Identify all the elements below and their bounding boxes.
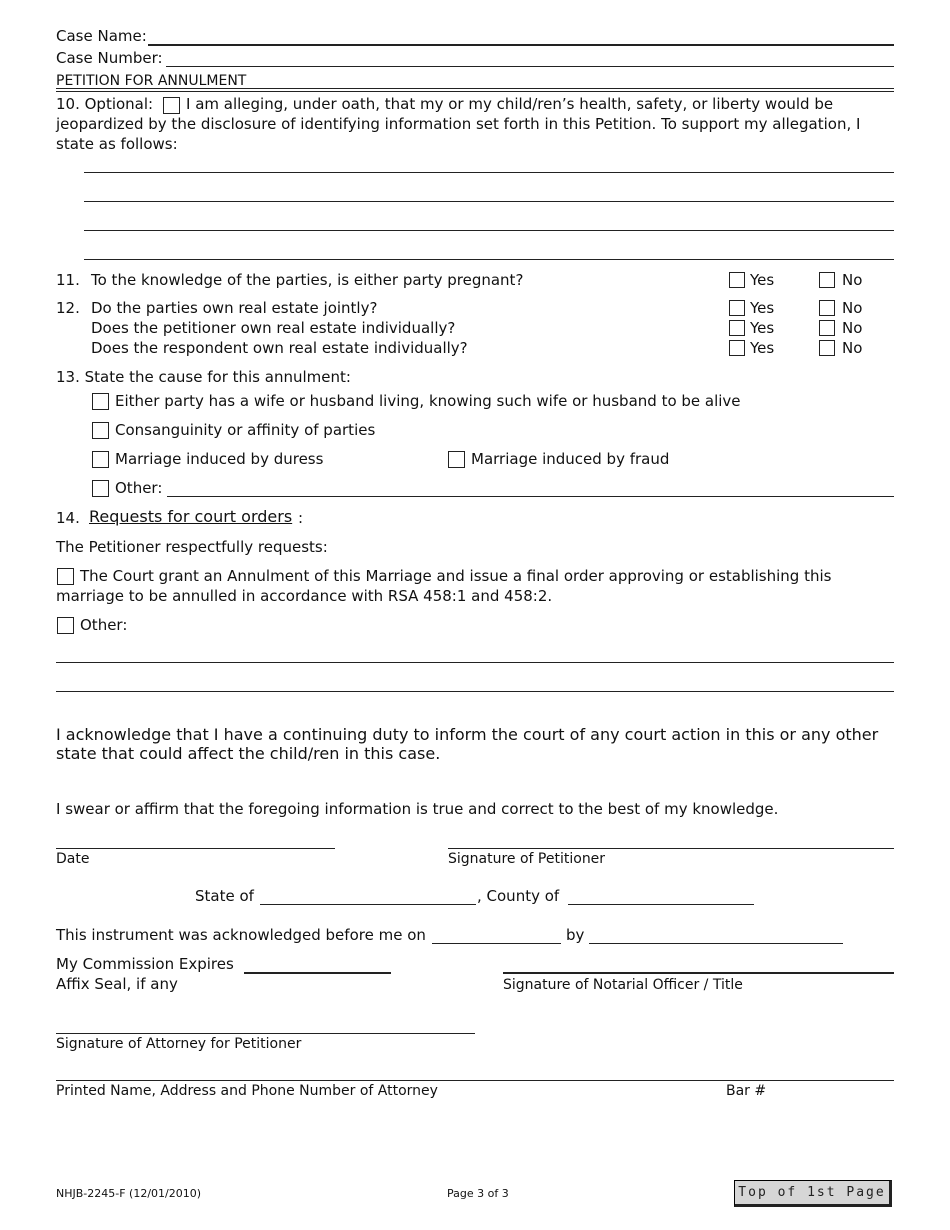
item14-other-line-2[interactable]	[56, 691, 894, 692]
item14-title: Requests for court orders	[89, 507, 293, 526]
item12-q3: Does the respondent own real estate individually?	[91, 339, 468, 357]
acknowledge-line1: I acknowledge that I have a continuing duty to inform the court of any court action in this or any other	[56, 725, 879, 744]
item14-other-label: Other:	[80, 616, 128, 634]
commission-field[interactable]	[244, 972, 391, 974]
attorney-info-label: Printed Name, Address and Phone Number of Attorney	[56, 1083, 438, 1099]
item14-other-line-1[interactable]	[56, 662, 894, 663]
bar-number-label: Bar #	[726, 1083, 767, 1099]
item12-q3-yes-checkbox[interactable]	[729, 340, 745, 356]
county-field[interactable]	[568, 904, 754, 905]
page-number: Page 3 of 3	[447, 1187, 509, 1200]
item13-title: 13. State the cause for this annulment:	[56, 368, 351, 386]
acknowledged-by-field[interactable]	[589, 943, 843, 944]
item13-other-label: Other:	[115, 479, 163, 497]
acknowledged-date-field[interactable]	[432, 943, 561, 944]
case-name-label: Case Name:	[56, 27, 147, 45]
attorney-info-field[interactable]	[56, 1080, 894, 1081]
item13-opt2-label: Consanguinity or affinity of parties	[115, 421, 376, 439]
item14-colon: :	[298, 509, 304, 527]
item11-no-label: No	[842, 271, 863, 289]
notary-signature-label: Signature of Notarial Officer / Title	[503, 977, 743, 993]
item13-opt1-checkbox[interactable]	[92, 393, 109, 410]
item10-answer-line-3[interactable]	[84, 230, 894, 231]
item11-no-checkbox[interactable]	[819, 272, 835, 288]
item12-q1-yes-label: Yes	[750, 299, 775, 317]
item14-other-checkbox[interactable]	[57, 617, 74, 634]
item10-line1: I am alleging, under oath, that my or my child/ren’s health, safety, or liberty would be	[186, 95, 834, 113]
item10-answer-line-2[interactable]	[84, 201, 894, 202]
form-title: PETITION FOR ANNULMENT	[56, 73, 247, 89]
title-underline-2	[56, 91, 894, 92]
item12-q2-yes-label: Yes	[750, 319, 775, 337]
item12-q2: Does the petitioner own real estate individually?	[91, 319, 456, 337]
item11-yes-checkbox[interactable]	[729, 272, 745, 288]
attorney-signature-label: Signature of Attorney for Petitioner	[56, 1036, 302, 1052]
item14-grant-line1: The Court grant an Annulment of this Marriage and issue a final order approving or establishing this	[80, 567, 832, 585]
acknowledge-line2: state that could affect the child/ren in this case.	[56, 744, 441, 763]
attorney-signature-field[interactable]	[56, 1033, 475, 1034]
item10-checkbox[interactable]	[163, 97, 180, 114]
item14-number: 14.	[56, 509, 80, 527]
item10-line2: jeopardized by the disclosure of identifying information set forth in this Petition. To support my allegation, I	[56, 115, 861, 133]
swear-statement: I swear or affirm that the foregoing information is true and correct to the best of my knowledge.	[56, 800, 779, 818]
item12-q2-yes-checkbox[interactable]	[729, 320, 745, 336]
county-label: , County of	[477, 887, 560, 905]
case-number-field[interactable]	[166, 66, 894, 67]
seal-label: Affix Seal, if any	[56, 975, 178, 993]
date-field[interactable]	[56, 848, 335, 849]
case-name-field[interactable]	[148, 44, 894, 46]
by-label: by	[566, 926, 585, 944]
item13-opt4-label: Marriage induced by fraud	[471, 450, 670, 468]
form-id: NHJB-2245-F (12/01/2010)	[56, 1187, 202, 1200]
item13-other-checkbox[interactable]	[92, 480, 109, 497]
item13-opt2-checkbox[interactable]	[92, 422, 109, 439]
item14-intro: The Petitioner respectfully requests:	[56, 538, 328, 556]
item10-line3: state as follows:	[56, 135, 178, 153]
petitioner-signature-field[interactable]	[448, 848, 894, 849]
item12-q2-no-checkbox[interactable]	[819, 320, 835, 336]
case-number-label: Case Number:	[56, 49, 163, 67]
notary-signature-field[interactable]	[503, 972, 894, 974]
title-underline	[56, 88, 894, 89]
date-label: Date	[56, 851, 90, 867]
commission-label: My Commission Expires	[56, 955, 234, 973]
item12-q1-yes-checkbox[interactable]	[729, 300, 745, 316]
item12-q1-no-checkbox[interactable]	[819, 300, 835, 316]
item11-question: To the knowledge of the parties, is either party pregnant?	[91, 271, 524, 289]
item10-answer-line-4[interactable]	[84, 259, 894, 260]
item11-number: 11.	[56, 271, 80, 289]
item12-q1-no-label: No	[842, 299, 863, 317]
item12-number: 12.	[56, 299, 80, 317]
item13-opt4-checkbox[interactable]	[448, 451, 465, 468]
item11-yes-label: Yes	[750, 271, 775, 289]
item13-opt3-label: Marriage induced by duress	[115, 450, 324, 468]
item10-answer-line-1[interactable]	[84, 172, 894, 173]
top-of-first-page-button[interactable]: Top of 1st Page	[734, 1180, 892, 1207]
item13-opt1-label: Either party has a wife or husband living, knowing such wife or husband to be alive	[115, 392, 741, 410]
item12-q1: Do the parties own real estate jointly?	[91, 299, 378, 317]
item12-q3-yes-label: Yes	[750, 339, 775, 357]
item10-prefix: 10. Optional:	[56, 95, 154, 113]
item12-q3-no-label: No	[842, 339, 863, 357]
acknowledged-label: This instrument was acknowledged before me on	[56, 926, 426, 944]
item13-other-field[interactable]	[167, 496, 894, 497]
item14-grant-checkbox[interactable]	[57, 568, 74, 585]
state-label: State of	[195, 887, 254, 905]
petitioner-signature-label: Signature of Petitioner	[448, 851, 606, 867]
item12-q3-no-checkbox[interactable]	[819, 340, 835, 356]
item12-q2-no-label: No	[842, 319, 863, 337]
state-field[interactable]	[260, 904, 476, 905]
item13-opt3-checkbox[interactable]	[92, 451, 109, 468]
item14-grant-line2: marriage to be annulled in accordance with RSA 458:1 and 458:2.	[56, 587, 553, 605]
